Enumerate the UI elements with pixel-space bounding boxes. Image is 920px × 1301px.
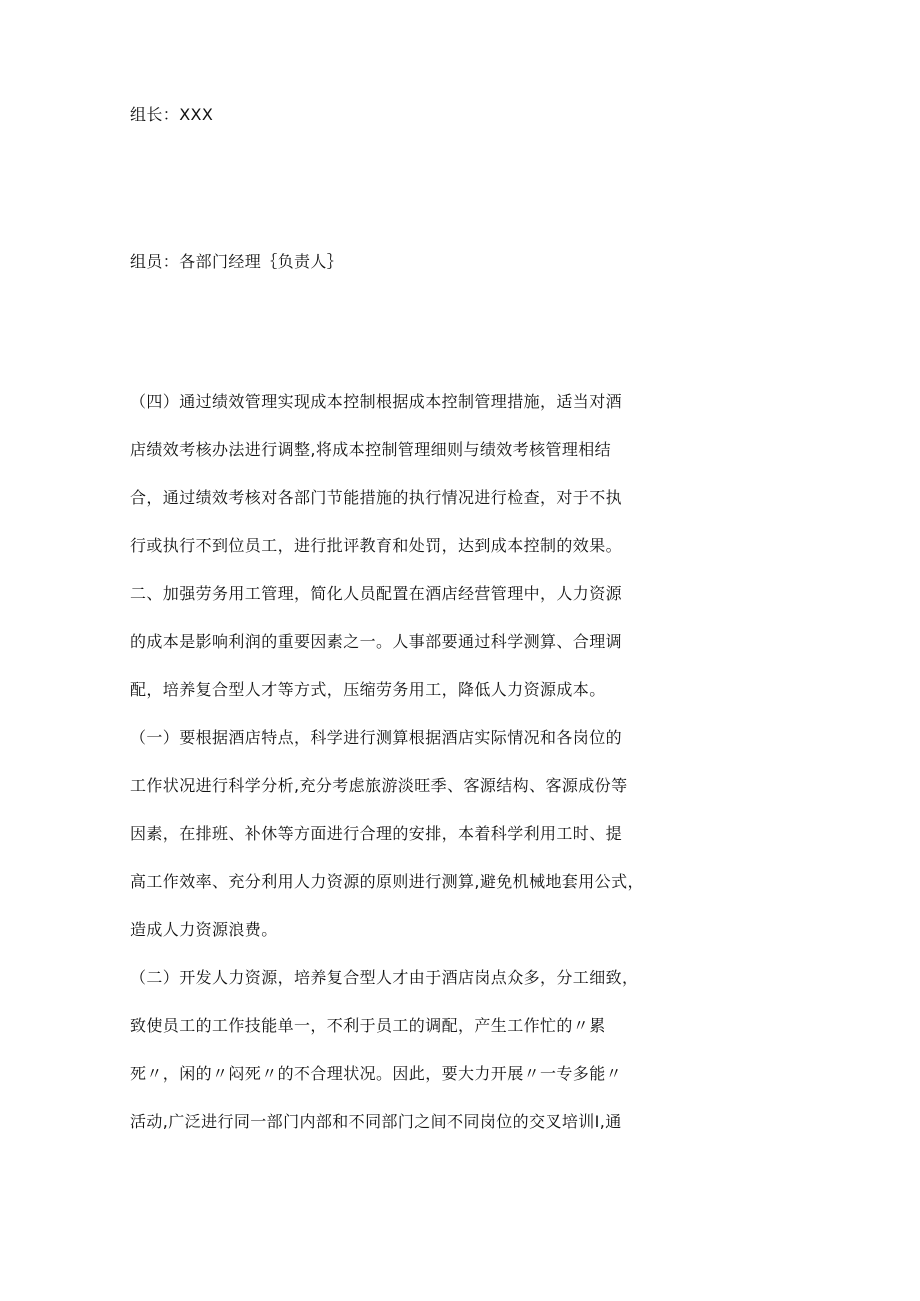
- paragraph-line: 死〃，闲的〃闷死〃的不合理状况。因此，要大力开展〃一专多能〃: [130, 1064, 623, 1083]
- members-line: 组员：各部门经理｛负责人｝: [130, 252, 344, 271]
- paragraph-line: 工作状况进行科学分析,充分考虑旅游淡旺季、客源结构、客源成份等: [130, 776, 628, 795]
- paragraph-line: 致使员工的工作技能单一，不利于员工的调配，产生工作忙的〃累: [130, 1016, 606, 1035]
- paragraph-line: （四）通过绩效管理实现成本控制根据成本控制管理措施，适当对酒: [130, 392, 623, 411]
- paragraph-line: 行或执行不到位员工，进行批评教育和处罚，达到成本控制的效果。: [130, 536, 623, 555]
- paragraph-line: （一）要根据酒店特点，科学进行测算根据酒店实际情况和各岗位的: [130, 728, 623, 747]
- paragraph-line: 高工作效率、充分利用人力资源的原则进行测算,避免机械地套用公式，: [130, 872, 644, 891]
- paragraph-line: （二）开发人力资源，培养复合型人才由于酒店岗点众多，分工细致，: [130, 968, 639, 987]
- paragraph-line: 活动,广泛进行同一部门内部和不同部门之间不同岗位的交叉培训I,通: [130, 1112, 622, 1131]
- paragraph-line: 造成人力资源浪费。: [130, 920, 278, 939]
- leader-line: 组长：XXX: [130, 105, 214, 124]
- paragraph-line: 因素，在排班、补休等方面进行合理的安排，本着科学利用工时、提: [130, 824, 623, 843]
- paragraph-line: 合，通过绩效考核对各部门节能措施的执行情况进行检查，对于不执: [130, 488, 623, 507]
- paragraph-line: 配，培养复合型人才等方式，压缩劳务用工，降低人力资源成本。: [130, 680, 606, 699]
- paragraph-line: 的成本是影响利润的重要因素之一。人事部要通过科学测算、合理调: [130, 632, 623, 651]
- paragraph-line: 店绩效考核办法进行调整,将成本控制管理细则与绩效考核管理相结: [130, 440, 612, 459]
- paragraph-line: 二、加强劳务用工管理，简化人员配置在酒店经营管理中，人力资源: [130, 584, 623, 603]
